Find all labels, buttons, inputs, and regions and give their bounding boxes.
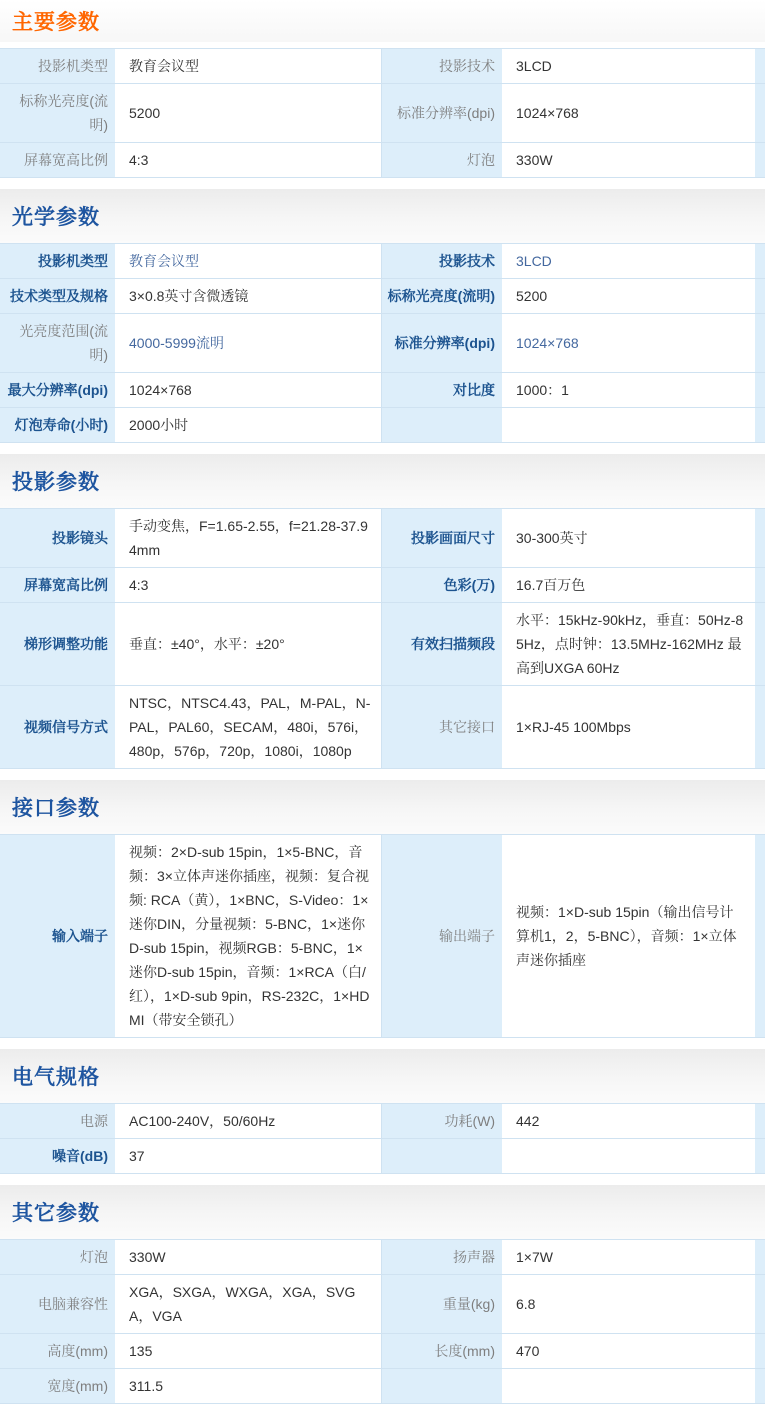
table-row	[0, 279, 765, 314]
param-value: 4:3	[115, 568, 382, 602]
table-row	[0, 1240, 765, 1275]
param-value[interactable]: 4000-5999流明	[115, 314, 382, 372]
table-row	[0, 373, 765, 408]
param-value: 5200	[115, 84, 382, 142]
param-label: 投影机类型	[0, 49, 115, 83]
section-header-band	[0, 189, 765, 243]
table-row	[0, 835, 765, 1038]
param-label: 标准分辨率(dpi)	[382, 84, 502, 142]
param-value: 16.7百万色	[502, 568, 755, 602]
param-label: 噪音(dB)	[0, 1139, 115, 1173]
param-value: 水平：15kHz-90kHz，垂直：50Hz-85Hz，点时钟：13.5MHz-162MHz 最高到UXGA 60Hz	[502, 603, 755, 685]
table-row	[0, 314, 765, 373]
section-header-band	[0, 1185, 765, 1239]
param-label: 宽度(mm)	[0, 1369, 115, 1403]
section-header-band	[0, 0, 765, 42]
param-value: 1000：1	[502, 373, 755, 407]
spec-section-1	[0, 0, 765, 178]
param-value: 视频：2×D-sub 15pin，1×5-BNC，音频：3×立体声迷你插座，视频：复合视频: RCA（黄），1×BNC，S-Video：1×迷你DIN，分量视频：5-BNC，1×迷你D-sub 15pin，视频RGB：5-BNC，1×迷你D-sub 15pin，音频：1×RCA（白/红），1×D-sub 9pin，RS-232C，1×HDMI（带安全锁孔）	[115, 835, 382, 1037]
param-label: 灯泡	[382, 143, 502, 177]
param-value: 1×7W	[502, 1240, 755, 1274]
param-label: 电脑兼容性	[0, 1275, 115, 1333]
param-label: 光亮度范围(流明)	[0, 314, 115, 372]
spec-section-4	[0, 780, 765, 1038]
param-label: 梯形调整功能	[0, 603, 115, 685]
param-value: 1×RJ-45 100Mbps	[502, 686, 755, 768]
table-row	[0, 1139, 765, 1174]
spec-table	[0, 243, 765, 443]
param-value: 垂直：±40°，水平：±20°	[115, 603, 382, 685]
table-row	[0, 1275, 765, 1334]
param-label: 投影机类型	[0, 244, 115, 278]
spec-section-6	[0, 1185, 765, 1404]
param-label: 投影画面尺寸	[382, 509, 502, 567]
table-row	[0, 1369, 765, 1404]
param-value: 3LCD	[502, 49, 755, 83]
param-value[interactable]: 3LCD	[502, 244, 755, 278]
param-label: 屏幕宽高比例	[0, 568, 115, 602]
param-label: 技术类型及规格	[0, 279, 115, 313]
param-label: 灯泡	[0, 1240, 115, 1274]
param-label: 色彩(万)	[382, 568, 502, 602]
param-value: XGA，SXGA，WXGA，XGA，SVGA，VGA	[115, 1275, 382, 1333]
param-value: 330W	[115, 1240, 382, 1274]
param-value: 311.5	[115, 1369, 382, 1403]
param-value: 37	[115, 1139, 382, 1173]
param-value: 442	[502, 1104, 755, 1138]
spec-table	[0, 834, 765, 1038]
param-label: 有效扫描频段	[382, 603, 502, 685]
table-row	[0, 1104, 765, 1139]
param-value: 1024×768	[115, 373, 382, 407]
param-value[interactable]: 教育会议型	[115, 244, 382, 278]
section-header-band	[0, 454, 765, 508]
param-value: 手动变焦，F=1.65-2.55，f=21.28-37.94mm	[115, 509, 382, 567]
param-value: 教育会议型	[115, 49, 382, 83]
param-label: 视频信号方式	[0, 686, 115, 768]
param-label: 标称光亮度(流明)	[0, 84, 115, 142]
param-label: 最大分辨率(dpi)	[0, 373, 115, 407]
param-label: 其它接口	[382, 686, 502, 768]
spec-section-2	[0, 189, 765, 443]
param-label: 投影技术	[382, 49, 502, 83]
section-title: 接口参数	[12, 797, 100, 820]
table-row	[0, 603, 765, 686]
spec-table	[0, 48, 765, 178]
table-row	[0, 84, 765, 143]
param-label: 电源	[0, 1104, 115, 1138]
param-value: 5200	[502, 279, 755, 313]
param-value: 6.8	[502, 1275, 755, 1333]
param-value: 330W	[502, 143, 755, 177]
table-row	[0, 686, 765, 769]
param-value: 135	[115, 1334, 382, 1368]
param-value: 1024×768	[502, 84, 755, 142]
param-value: AC100-240V，50/60Hz	[115, 1104, 382, 1138]
param-label	[382, 1369, 502, 1403]
param-label: 屏幕宽高比例	[0, 143, 115, 177]
param-value: 2000小时	[115, 408, 382, 442]
spec-section-3	[0, 454, 765, 769]
param-value	[502, 1369, 755, 1403]
section-header-band	[0, 1049, 765, 1103]
param-label: 扬声器	[382, 1240, 502, 1274]
param-value	[502, 408, 755, 442]
table-row	[0, 408, 765, 443]
param-label: 对比度	[382, 373, 502, 407]
param-label: 输入端子	[0, 835, 115, 1037]
table-row	[0, 244, 765, 279]
table-row	[0, 568, 765, 603]
param-label	[382, 1139, 502, 1173]
param-value	[502, 1139, 755, 1173]
param-label: 标准分辨率(dpi)	[382, 314, 502, 372]
param-label: 投影镜头	[0, 509, 115, 567]
param-label: 输出端子	[382, 835, 502, 1037]
section-title: 光学参数	[12, 206, 100, 229]
spec-table	[0, 1239, 765, 1404]
param-value: 3×0.8英寸含微透镜	[115, 279, 382, 313]
section-title: 主要参数	[12, 11, 100, 34]
table-row	[0, 49, 765, 84]
spec-table	[0, 508, 765, 769]
table-row	[0, 509, 765, 568]
param-value: 视频：1×D-sub 15pin（输出信号计算机1，2，5-BNC），音频：1×立体声迷你插座	[502, 835, 755, 1037]
param-label: 功耗(W)	[382, 1104, 502, 1138]
section-title: 投影参数	[12, 471, 100, 494]
section-title: 电气规格	[12, 1066, 100, 1089]
param-label: 灯泡寿命(小时)	[0, 408, 115, 442]
param-label: 高度(mm)	[0, 1334, 115, 1368]
spec-section-5	[0, 1049, 765, 1174]
param-label: 长度(mm)	[382, 1334, 502, 1368]
table-row	[0, 143, 765, 178]
param-value: 4:3	[115, 143, 382, 177]
param-value: 470	[502, 1334, 755, 1368]
section-title: 其它参数	[12, 1202, 100, 1225]
param-label: 重量(kg)	[382, 1275, 502, 1333]
spec-table	[0, 1103, 765, 1174]
param-value[interactable]: 1024×768	[502, 314, 755, 372]
param-label: 标称光亮度(流明)	[382, 279, 502, 313]
param-label	[382, 408, 502, 442]
section-header-band	[0, 780, 765, 834]
param-value: NTSC，NTSC4.43，PAL，M-PAL，N-PAL，PAL60，SECAM，480i，576i，480p，576p，720p，1080i，1080p	[115, 686, 382, 768]
param-value: 30-300英寸	[502, 509, 755, 567]
param-label: 投影技术	[382, 244, 502, 278]
